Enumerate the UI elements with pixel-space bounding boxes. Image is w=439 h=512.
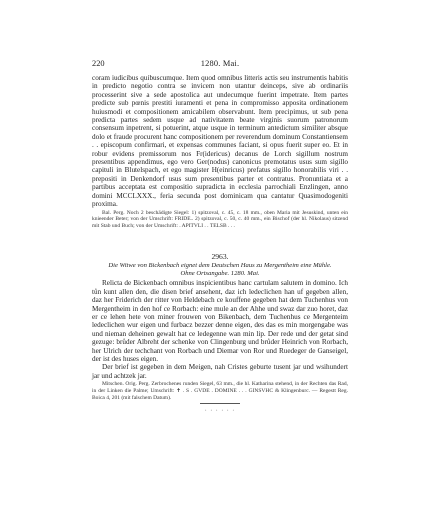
- ornament: · · · · · ·: [204, 407, 236, 414]
- charter-text: coram iudicibus quibuscumque. Item quod omnibus litteris actis seu instrumentis habitis in predicto negotio contra se invicem non utantur deinceps, sive ab ordinariis processerint sive a sede apostolica aut undecumque fuerint impetrate. Item partes predicte sub pœnis prestiti iuramenti et pena in compromisso apposita ordinationem huiusmodi et compositionem amicabilem observabunt. Item precipimus, ut sub pena predicta partes sedem usque ad nativitatem beate virginis suorum patronorum consensum inpetrent, si potuerint, atque usque in terminum antedictum similiter absque dolo et fraude procurent hanc compositionem per reverendum dominum Constantiensem . . episcopum confirmari, et expensas communes faciant, si opus fuerit super eo. Et in robur evidens premissorum nos Fr(idericus) decanus de Lorch sigillum nostrum presentibus appendimus, ego vero Ger(nodus) canonicus premotatus usus sum sigillo capituli in Blutelspach, et ego magister H(einricus) prefatus sigillo honorabilis viri . . prepositi in Denkendorf usus sum presentibus parter et contratus. Pronuntiata et a partibus acceptata est compositio supradicta in ecclesia parrochiali Enzlingen, anno domini MCCLXXX., feria secunda post dominicam qua cantatur Quasimodogeniti proxima.: [92, 74, 348, 209]
- charter-text: Relicta de Bickenbach omnibus inspicientibus hanc cartulam salutem in domino. Ich tůn kunt allen den, die disen brief ansehent, daz ich ledeclichen han uf gegeben allen, daz her Friderich der ritter von Heldebach ce kouffene gegeben hat dem Tuchenhus von Mergentheim in den hof ce Rorbach: eine mule an der Ahhe und swaz dar zuo horet, daz er ce lehen hete von miner frouwen von Bikenbach, dem Tuchenhus ce Mergenteim ledeclichen wur eigen und furbacz bezzer denne eigen, des das es min morgengabe was und nieman deheinen gewalt hat ce ledegenne wan min lip. Der rede und der getat sind gezuge: brůder Albreht der schenke von Clingenburg und brůder Heinrich von Rorbach, her Ulrich der techchant von Rorbach und Diemar von Ror und Ruedeger de Ganseigel, der ist des huses eigen.: [92, 279, 348, 364]
- running-title: 1280. Mai.: [200, 59, 240, 68]
- ornament-rule: [200, 403, 240, 404]
- document-number: 2963.: [211, 252, 229, 261]
- document-rubric: Die Witwe von Bickenbach eignet dem Deutschen Haus zu Mergentheim eine Mühle.: [108, 262, 332, 269]
- seal-note: Mitschen. Orig. Perg. Zerbrochenes runden Siegel, 63 mm., die hl. Katharina stehend, in der Rechten das Rad, in der Linken die Palme; Umschrift: ✝ . S . GVDE . DOMINE . . . GINSVHC & Klingenburc. — Regestt Reg. Boica 4, 201 (mit falschem Datum).: [92, 381, 348, 401]
- place-date: Ohne Ortsangabe. 1280. Mai.: [180, 270, 260, 278]
- page-number: 220: [92, 59, 105, 68]
- document-2962-tail: [92, 74, 348, 230]
- charter-dating: Der brief ist gegeben in dem Meigen, nah Cristes geburte tusent jar und wsihundert jar und achtzek jar.: [92, 363, 348, 380]
- document-2963: [92, 252, 348, 414]
- running-header: [92, 58, 348, 70]
- seal-note: Bal. Perg. Noch 2 beschädigte Siegel: 1) spitzoval, c. 45, c. 18 mm., oben Maria mit Jesuskind, unten ein knieender Beter; von der Umschrift: FRIDE.. 2) spitzoval, c. 50, c. 40 mm., ein Bischof (der hl. Nikolaus) sitzend mit Stab und Buch; von der Umschrift: . APITVLI . . TELSB . . .: [92, 209, 348, 230]
